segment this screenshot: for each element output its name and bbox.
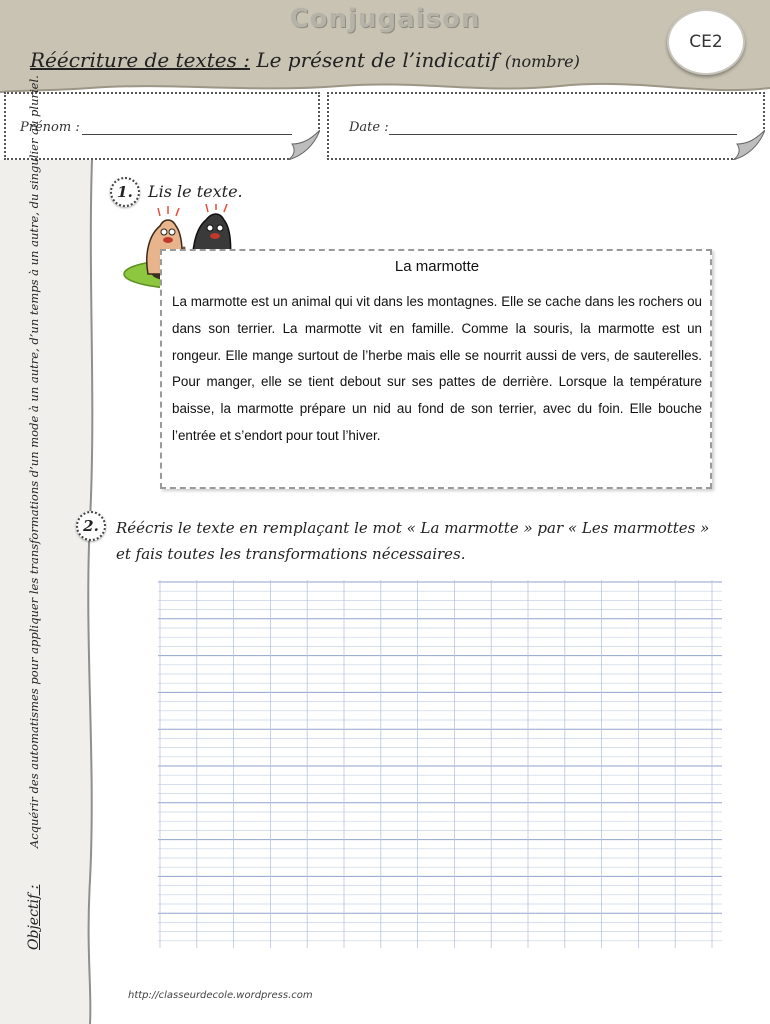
- exercise-number-1: 1.: [110, 177, 140, 207]
- reading-text-body: La marmotte est un animal qui vit dans les montagnes. Elle se cache dans les rochers ou dans son terrier. La marmotte vit en famille. Comme la souris, la marmotte est un rongeur. Elle mange surtout de l’herbe mais elle se nourrit aussi de vers, de sauterelles. Pour manger, elle se tient debout sur ses pattes de derrière. Lorsque la température baisse, la marmotte prépare un nid au fond de son terrier, avec du foin. Elle bouche l’entrée et s’endort pour tout l’hiver.: [172, 294, 702, 443]
- margin-strip: [0, 160, 96, 1024]
- objective-label: Objectif :: [26, 884, 42, 950]
- worksheet-title: Conjugaison: [289, 4, 481, 34]
- exercise-1-instruction: Lis le texte.: [148, 182, 243, 201]
- prenom-field-box: [4, 92, 320, 160]
- exercise-number-2: 2.: [76, 511, 106, 541]
- objective-text: [26, 75, 42, 950]
- date-field-box: [327, 92, 765, 160]
- worksheet-subtitle: [30, 48, 580, 72]
- date-line[interactable]: [389, 134, 737, 135]
- objective-description: Acquérir des automatismes pour appliquer les transformations d’un mode à un autre, d’un temps à un autre, du singulier au pluriel.: [27, 75, 41, 849]
- subtitle-part2: Le présent de l’indicatif: [256, 48, 499, 72]
- level-badge: CE2: [667, 9, 745, 75]
- exercise-2-instruction: Réécris le texte en remplaçant le mot « La marmotte » par « Les marmottes » et fais toutes les transformations nécessaires.: [116, 519, 710, 563]
- writing-grid[interactable]: [158, 580, 722, 948]
- page-curl-icon: [733, 130, 765, 160]
- reading-text-box: [160, 249, 712, 489]
- prenom-label: Prénom :: [20, 120, 80, 135]
- page-curl-icon: [288, 130, 320, 160]
- prenom-line[interactable]: [82, 134, 292, 135]
- reading-text-title: La marmotte: [394, 258, 480, 275]
- subtitle-part1: Réécriture de textes :: [30, 48, 250, 72]
- subtitle-part3: (nombre): [504, 52, 580, 71]
- date-label: Date :: [349, 120, 389, 135]
- footer-url: http://classeurdecole.wordpress.com: [128, 990, 313, 1001]
